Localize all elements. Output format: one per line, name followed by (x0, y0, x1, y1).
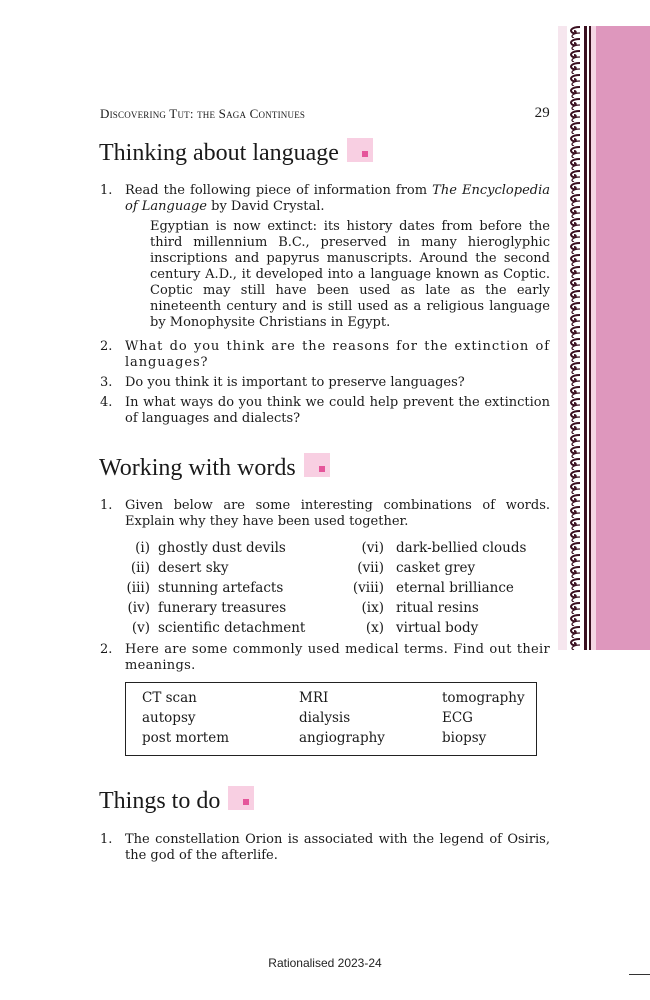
item-number: (vii) (357, 560, 384, 576)
combination-text: casket grey (396, 560, 476, 576)
question-text: by David Crystal. (207, 199, 325, 214)
medical-terms-box (125, 682, 537, 756)
quote-block: Egyptian is now extinct: its history dates from before the third millennium B.C., preserved in many hieroglyphic inscriptions and papyrus manuscripts. Around the second century A.D., it developed into a language known as Coptic. Coptic may still have been used as late as the early nineteenth century and is still used as a religious language by Monophysite Christians in Egypt. (150, 219, 550, 330)
question-text: What do you think are the reasons for the extinction of languages? (125, 339, 550, 370)
question-text: Given below are some interesting combinations of words. Explain why they have been used together. (125, 498, 550, 529)
combination-text: ghostly dust devils (158, 540, 286, 556)
section-title-words (99, 453, 330, 482)
combination-text: eternal brilliance (396, 580, 514, 596)
medical-term: biopsy (442, 730, 487, 746)
section-title-text: Working with words (99, 455, 296, 481)
section-title-text: Things to do (99, 788, 221, 814)
combination-text: stunning artefacts (158, 580, 284, 596)
medical-term: post mortem (142, 730, 230, 746)
combination-text: dark-bellied clouds (396, 540, 527, 556)
question-text: Here are some commonly used medical terms. Find out their meanings. (125, 642, 550, 673)
item-number: (vi) (361, 540, 384, 556)
combination-text: ritual resins (396, 600, 479, 616)
word-combinations (100, 538, 550, 638)
section-marker-icon (304, 453, 330, 477)
combination-text: funerary treasures (158, 600, 287, 616)
table-row (100, 598, 550, 618)
section-marker-icon (347, 138, 373, 162)
medical-term: autopsy (142, 710, 196, 726)
border-line (584, 26, 587, 650)
pink-side-band (596, 26, 650, 650)
list-item: 1. Given below are some interesting combinations of words. Explain why they have been used together. (100, 498, 550, 529)
medical-term: CT scan (142, 690, 197, 706)
item-number: (iii) (126, 580, 150, 596)
question-text: Read the following piece of information from (125, 183, 433, 198)
words-question-2 (100, 642, 550, 678)
question-text: The constellation Orion is associated with the legend of Osiris, the god of the afterlife. (125, 832, 550, 863)
medical-term: ECG (442, 710, 473, 726)
chapter-title: Discovering Tut: the Saga Continues (100, 106, 306, 121)
running-header (100, 106, 550, 122)
question-text: In what ways do you think we could help prevent the extinction of languages and dialects? (125, 395, 550, 426)
medical-term: angiography (299, 730, 385, 746)
border-strip-light (558, 26, 567, 650)
table-row (100, 558, 550, 578)
item-number: (viii) (352, 580, 384, 596)
corner-line (629, 974, 650, 975)
list-item: 4. In what ways do you think we could help prevent the extinction of languages and dialects? (100, 395, 550, 426)
table-row (100, 538, 550, 558)
words-question-1 (100, 498, 550, 534)
todo-questions (100, 832, 550, 868)
combination-text: scientific detachment (158, 620, 306, 636)
list-item: 1. The constellation Orion is associated with the legend of Osiris, the god of the afterlife. (100, 832, 550, 863)
scroll-ornament-border (567, 26, 583, 650)
medical-term: MRI (299, 690, 329, 706)
item-number: (i) (135, 540, 150, 556)
item-number: (ix) (361, 600, 384, 616)
item-number: (v) (131, 620, 150, 636)
scroll-ornament-icon (567, 26, 583, 650)
medical-term: dialysis (299, 710, 351, 726)
item-number: (iv) (127, 600, 150, 616)
thinking-questions (100, 183, 550, 431)
book-title: The Encyclopedia of Language (125, 183, 550, 214)
item-number: (ii) (130, 560, 150, 576)
medical-term: tomography (442, 690, 525, 706)
section-title-todo (99, 786, 254, 815)
section-marker-icon (228, 786, 254, 810)
item-number: (x) (365, 620, 384, 636)
list-item: 3. Do you think it is important to preserve languages? (100, 375, 465, 390)
question-text: Do you think it is important to preserve languages? (125, 375, 465, 390)
list-item: 2. What do you think are the reasons for the extinction of languages? (100, 339, 550, 370)
combination-text: virtual body (396, 620, 479, 636)
list-item: 2. Here are some commonly used medical terms. Find out their meanings. (100, 642, 550, 673)
page-number: 29 (534, 105, 550, 121)
table-row (100, 578, 550, 598)
table-row (100, 618, 550, 638)
combination-text: desert sky (158, 560, 229, 576)
list-item: 1. Read the following piece of information from The Encyclopedia of Language by David Crystal. Egyptian is now extinct: its history dates from before the third millennium B.C., preserved in many hieroglyphic inscriptions and papyrus manuscripts. Around the second century A.D., it developed into a language known as Coptic. Coptic may still have been used as late as the early nineteenth century and is still used as a religious language by Monophysite Christians in Egypt. (100, 183, 550, 330)
section-title-thinking (99, 138, 373, 167)
section-title-text: Thinking about language (99, 140, 339, 166)
footer-note: Rationalised 2023-24 (268, 956, 382, 970)
